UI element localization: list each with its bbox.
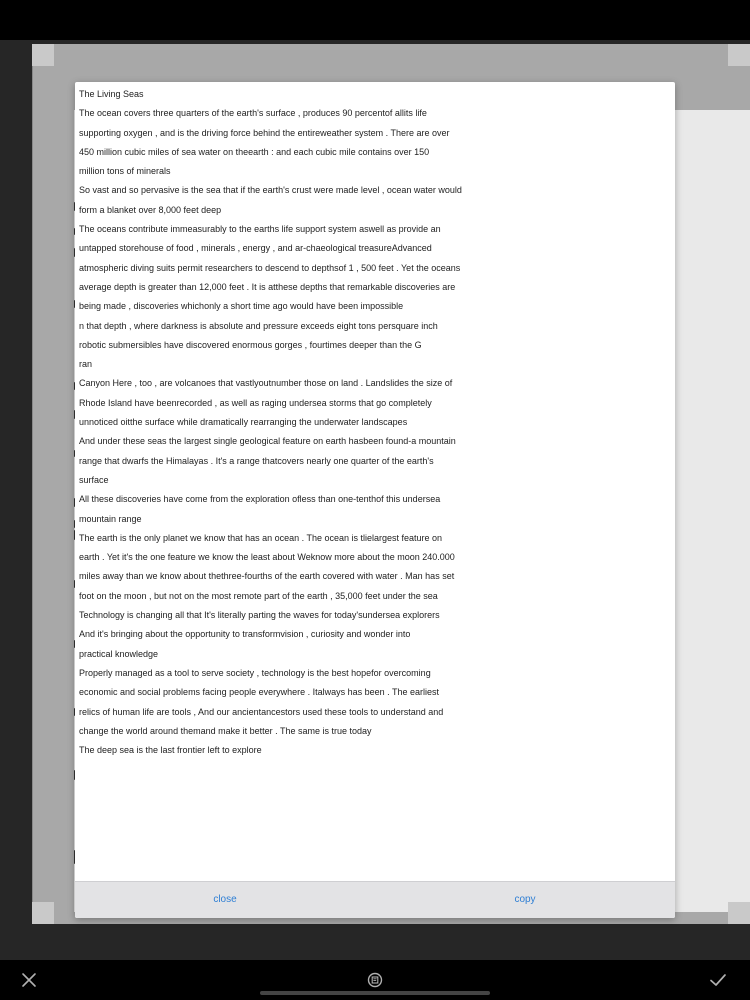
text-line: million tons of minerals — [79, 166, 171, 177]
text-line: The ocean covers three quarters of the earth's surface , produces 90 percentof allits life — [79, 108, 427, 119]
crop-handle-top-left[interactable] — [32, 44, 54, 66]
text-line: atmospheric diving suits permit researchers to descend to depthsof 1 , 500 feet . Yet the oceans — [79, 262, 461, 273]
text-line: So vast and so pervasive is the sea that if the earth's crust were made level , ocean water would — [79, 185, 462, 196]
text-line: change the world around themand make it better . The same is true today — [79, 725, 372, 736]
text-line: surface — [79, 474, 109, 485]
text-line: untapped storehouse of food , minerals , energy , and ar-chaeological treasureAdvanced — [79, 243, 432, 254]
text-line: unnoticed oitthe surface while dramatically rearranging the underwater landscapes — [79, 417, 408, 428]
home-indicator — [260, 991, 490, 995]
text-line: practical knowledge — [79, 648, 159, 659]
text-line: range that dwarfs the Himalayas . It's a range thatcovers nearly one quarter of the earth's — [79, 455, 434, 466]
text-line: Technology is changing all that It's literally parting the waves for today'sundersea explorers — [79, 610, 440, 621]
text-line: mountain range — [79, 513, 142, 524]
close-icon[interactable] — [17, 968, 41, 992]
text-line: earth . Yet it's the one feature we know the least about Weknow more about the moon 240.000 — [79, 552, 455, 563]
text-line: And it's bringing about the opportunity to transformvision , curiosity and wonder into — [79, 629, 411, 640]
text-line: relics of human life are tools , And our ancientancestors used these tools to understand and — [79, 706, 444, 717]
text-line: miles away than we know about thethree-fourths of the earth covered with water . Man has set — [79, 571, 455, 582]
text-line: foot on the moon , but not on the most remote part of the earth , 35,000 feet under the sea — [79, 590, 438, 601]
text-line: n that depth , where darkness is absolute and pressure exceeds eight tons persquare inch — [79, 320, 438, 331]
text-line: All these discoveries have come from the exploration ofless than one-tenthof this undersea — [79, 494, 441, 505]
copy-button[interactable]: copy — [514, 894, 536, 905]
crop-handle-bottom-left[interactable] — [32, 902, 54, 924]
text-line: The oceans contribute immeasurably to the earths life support system aswell as provide an — [79, 224, 441, 235]
text-line: The deep sea is the last frontier left to explore — [79, 745, 262, 756]
text-line: Canyon Here , too , are volcanoes that vastlyoutnumber those on land . Landslides the size of — [79, 378, 453, 389]
text-line: Properly managed as a tool to serve society , technology is the best hopefor overcoming — [79, 667, 431, 678]
close-button[interactable]: close — [213, 894, 237, 905]
top-status-bar — [0, 0, 750, 40]
text-line: robotic submersibles have discovered enormous gorges , fourtimes deeper than the G — [79, 339, 422, 350]
text-line: And under these seas the largest single geological feature on earth hasbeen found-a mountain — [79, 436, 456, 447]
checkmark-icon[interactable] — [706, 968, 730, 992]
text-line: form a blanket over 8,000 feet deep — [79, 204, 222, 215]
text-line: supporting oxygen , and is the driving force behind the entireweather system . There are over — [79, 127, 450, 138]
text-line: 450 million cubic miles of sea water on theearth : and each cubic mile contains over 150 — [79, 146, 430, 157]
text-line: being made , discoveries whichonly a short time ago would have been impossible — [79, 301, 404, 312]
text-recognition-icon[interactable] — [363, 968, 387, 992]
recognized-text-dialog — [75, 82, 675, 918]
document-title: The Living Seas — [79, 89, 144, 99]
crop-handle-bottom-right[interactable] — [728, 902, 750, 924]
text-line: average depth is greater than 12,000 feet . It is atthese depths that remarkable discoveries are — [79, 281, 456, 292]
dialog-footer — [75, 881, 675, 918]
text-line: Rhode Island have beenrecorded , as well as raging undersea storms that go completely — [79, 397, 432, 408]
text-line: economic and social problems facing people everywhere . Italways has been . The earliest — [79, 687, 440, 698]
crop-handle-top-right[interactable] — [728, 44, 750, 66]
text-line: The earth is the only planet we know that has an ocean . The ocean is tlielargest feature on — [79, 532, 443, 543]
recognized-text-area[interactable] — [79, 85, 669, 760]
text-line: ran — [79, 359, 93, 370]
